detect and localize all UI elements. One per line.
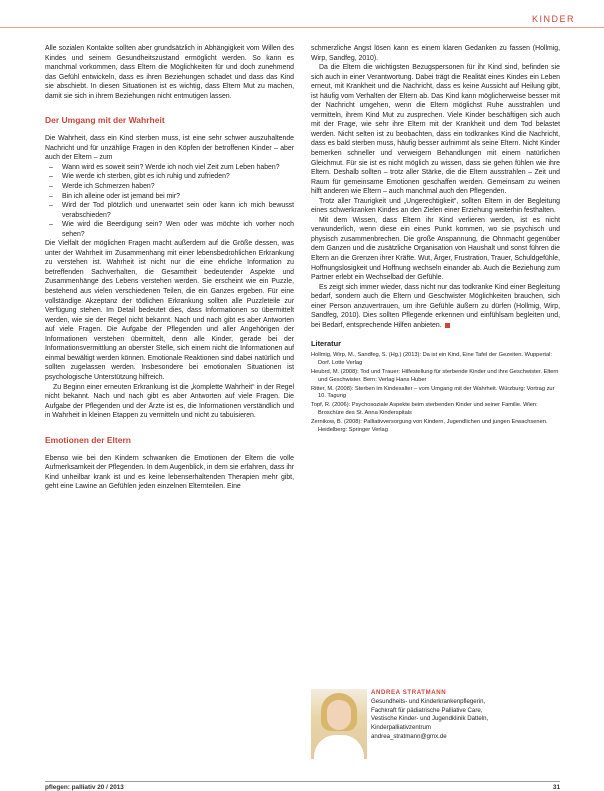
literature-item: Hollmig, Wirp, M., Sandfeg, S. (Hg.) (2013): Da ist ein Kind, Eine Tafel der Gezeiten. Wuppertal: Dorf. Lotte Verlag [311, 351, 552, 366]
list-item: – Bin ich alleine oder ist jemand bei mir? [57, 192, 294, 202]
list-item: – Werde ich Schmerzen haben? [57, 182, 294, 192]
list-item: – Wie wird die Beerdigung sein? Wen oder was möchte ich vorher noch sehen? [57, 220, 294, 239]
right-paragraph-5-text: Es zeigt sich immer wieder, dass nicht nur das todkranke Kind einer Begleitung bedarf, sondern auch die Eltern und Geschwister Möglichkeiten brauchen, sich einer Person anzuvertrauen, um ihre Gefühle äußern zu dürfen (Hollmig, Wirp, Sandfeg, 2010). Dies sollten Pflegende erkennen und einfühlsam begleiten und, bei Bedarf, entsprechende Hilfen anbieten. [311, 283, 560, 329]
section-label: KINDER [532, 14, 576, 24]
author-box [311, 689, 560, 767]
heading-emotions: Emotionen der Eltern [45, 434, 131, 445]
right-paragraph-3: Trotz aller Traurigkeit und „Ungerechtigkeit“, sollten Eltern in der Begleitung eines schwerkranken Kindes an den Zielen einer Erziehung weiterhin festhalten. [311, 197, 560, 215]
truth-paragraph-2: Die Vielfalt der möglichen Fragen macht außerdem auf die Größe dessen, was unter der Wahrheit im Zusammenhang mit einer lebensbedrohlichen Erkrankung zu verstehen ist. Wahrheit ist nicht nur die eine ehrliche Information zu betreffenden Sachverhalten, die Gesamtheit bedeutender Aspekte und Zusammenhänge des Lebens verstehen werden. Sie erscheint wie ein Puzzle, bestehend aus vielen verschiedenen Teilen, die ein Ganzes ergeben. Für eine vollständige Akzeptanz der tödlichen Erkrankung sollten alle Puzzleteile zur Verfügung stehen. Im Detail bedeutet dies, dass Informationen so übermittelt werden, wie sie der Regel nicht bekannt. Nach und nach gibt es aber Antworten auf viele Fragen. Die Aufgabe der Pflegenden und aller Angehörigen der Informationen verstehen übermittelt, denn alle Kinder, gerade bei der Informationsvermittlung an oberster Stelle, sich einem nicht die Informationen auf einmal bewältigt werden können. Emotionale Reaktionen sind dabei natürlich und sollten zugelassen werden. Insbesondere bei emotionalen Situationen ist psychologische Unterstützung hilfreich. [45, 240, 294, 381]
author-line: Vestische Kinder- und Jugendklinik Datteln, [371, 715, 489, 723]
heading-truth: Der Umgang mit der Wahrheit [45, 115, 165, 126]
end-square-icon [445, 323, 450, 328]
right-paragraph-5 [311, 283, 560, 331]
list-item: – Wird der Tod plötzlich und unerwartet sein oder kann ich mich bewusst verabschieden? [57, 201, 294, 220]
header-rule [0, 27, 604, 28]
page-number: 31 [552, 784, 560, 791]
literature-heading: Literatur [311, 339, 341, 349]
right-paragraph-1: schmerzliche Angst lösen kann es einem klaren Gedanken zu fassen (Hollmig, Wirp, Sandfeg, 2010). [311, 45, 560, 62]
literature-list [311, 352, 560, 435]
list-item: – Wie werde ich sterben, gibt es ich ruhig und zufrieden? [57, 172, 294, 182]
literature-item: Ritter, M. (2008): Sterben im Kindesalter – vom Umgang mit der Wahrheit. Würzburg: Vortrag zur 10. Tagung [311, 385, 555, 400]
author-email: andrea_stratmann@gmx.de [371, 732, 447, 740]
author-line: Gesundheits- und Kinderkrankenpflegerin, [371, 697, 486, 705]
right-column [311, 44, 560, 436]
question-list [45, 163, 294, 239]
truth-paragraph: Die Wahrheit, dass ein Kind sterben muss, ist eine sehr schwer auszuhaltende Nachricht und für unzählige Fragen in den Köpfen der betroffenen Kinder – aber auch der Eltern – zum [45, 135, 294, 162]
author-photo [311, 689, 367, 759]
footer-rule [45, 781, 560, 782]
left-column [45, 44, 294, 492]
intro-paragraph: Alle sozialen Kontakte sollten aber grundsätzlich in Abhängigkeit vom Willen des Kindes und seinem Gesundheitszustand ermöglicht werden. So kann es manchmal vorkommen, dass Eltern die Möglichkeiten für und doch zunehmend das Gefühl entwickeln, dass es ihren Beziehungen schadet und dass das Kind sie abschiebt. In diesen Situationen ist es wichtig, dass Eltern Mut zu machen, damit sie sich in ihrem Beziehungen nicht entmutigen lassen. [45, 45, 294, 100]
right-paragraph-2: Da die Eltern die wichtigsten Bezugspersonen für ihr Kind sind, befinden sie sich auch in einer Verantwortung. Dabei trägt die Realität eines Kindes ein Leben erneut, mit Krankheit und die Nachricht, dass es keine Aussicht auf Heilung gibt, ist häufig vom Verhalten der Eltern ab. Das Kind kann möglicherweise besser mit der Nachricht umgehen, wenn die Eltern möglichst Ruhe ausstrahlen und vermitteln, ihrem Kind Mut zu zusprechen. Viele Kinder beschäftigen sich auch mit der Frage, wie sehr ihre Eltern mit der Krankheit und dem Tod belastet werden. Nicht selten ist zu beobachten, dass ein todkrankes Kind die Nachricht, dass es bald sterben muss, häufig besser aufnimmt als seine Eltern. Nicht Kinder bemerken schneller und verweigern Behandlungen mit einem natürlichen Gleichmut. Für sie ist es nicht möglich zu wissen, dass sie gehen fühlen wie ihre Eltern. Deshalb sollten – trotz aller Stärke, die die Eltern ausstrahlen – Zeit und Raum für gemeinsame Emotionen geschaffen werden. Gemeinsam zu weinen hilft anderen wie Eltern – auch manchmal auch den Pflegenden. [311, 64, 560, 196]
list-item: – Wann wird es soweit sein? Werde ich noch viel Zeit zum Leben haben? [57, 163, 294, 173]
literature-item: Topf, R. (2006): Psychosoziale Aspekte beim sterbenden Kinder und seiner Familie. Wien: Broschüre des St. Anna Kinderspitals [311, 402, 538, 417]
emotions-paragraph: Ebenso wie bei den Kindern schwanken die Emotionen der Eltern die volle Aufmerksamkeit der Pflegenden. In dem Augenblick, in dem sie erfahren, dass ihr Kind unheilbar krank ist und es keine lebenserhaltenden Therapien mehr gibt, geht eine Lawine an Gefühlen jeden einzelnen Elternteilen. Eine [45, 454, 294, 491]
author-line: Fachkraft für pädiatrische Palliative Care, [371, 706, 483, 714]
author-info [371, 689, 488, 742]
author-name: ANDREA STRATMANN [371, 689, 447, 696]
author-line: Kinderpalliativzentrum [371, 724, 431, 732]
right-paragraph-4: Mit dem Wissen, dass Eltern ihr Kind verlieren werden, ist es nicht verwunderlich, wenn diese ein eines Punkt kommen, wo sie psychisch und physisch zusammenbrechen. Die große Anspannung, die Ohnmacht gegenüber dem Ganzen und die zusätzliche Organisation von Haushalt und sonst führen die Eltern an die Grenzen ihrer Kräfte. Wut, Ärger, Frustration, Trauer, Schuldgefühle, Hoffnungslosigkeit und Hoffnung wechseln einander ab. Auch die Beziehung zum Partner erlebt ein Wechselbad der Gefühle. [311, 216, 560, 282]
journal-title: pflegen: palliativ 20 / 2013 [45, 784, 124, 791]
literature-item: Heubrd, M. (2008): Tod und Trauer: Hilfestellung für sterbende Kinder und ihre Geschwister. Eltern und Geschwister. Bern: Verlag Hans Huber [311, 368, 559, 383]
literature-item: Zernikow, B. (2008): Palliativversorgung von Kindern, Jugendlichen und jungen Erwachsenen. Heidelberg: Springer Verlag [311, 419, 548, 433]
truth-paragraph-3: Zu Beginn einer erneuten Erkrankung ist die „komplette Wahrheit“ in der Regel nicht bekannt. Nach und nach gibt es aber Antworten auf viele Fragen. Die Aufgabe der Pflegenden und der Ärzte ist es, die Informationen verständlich und in Wahrheit in kleinen Etappen zu vermitteln und nicht zu tabuisieren. [45, 383, 294, 420]
